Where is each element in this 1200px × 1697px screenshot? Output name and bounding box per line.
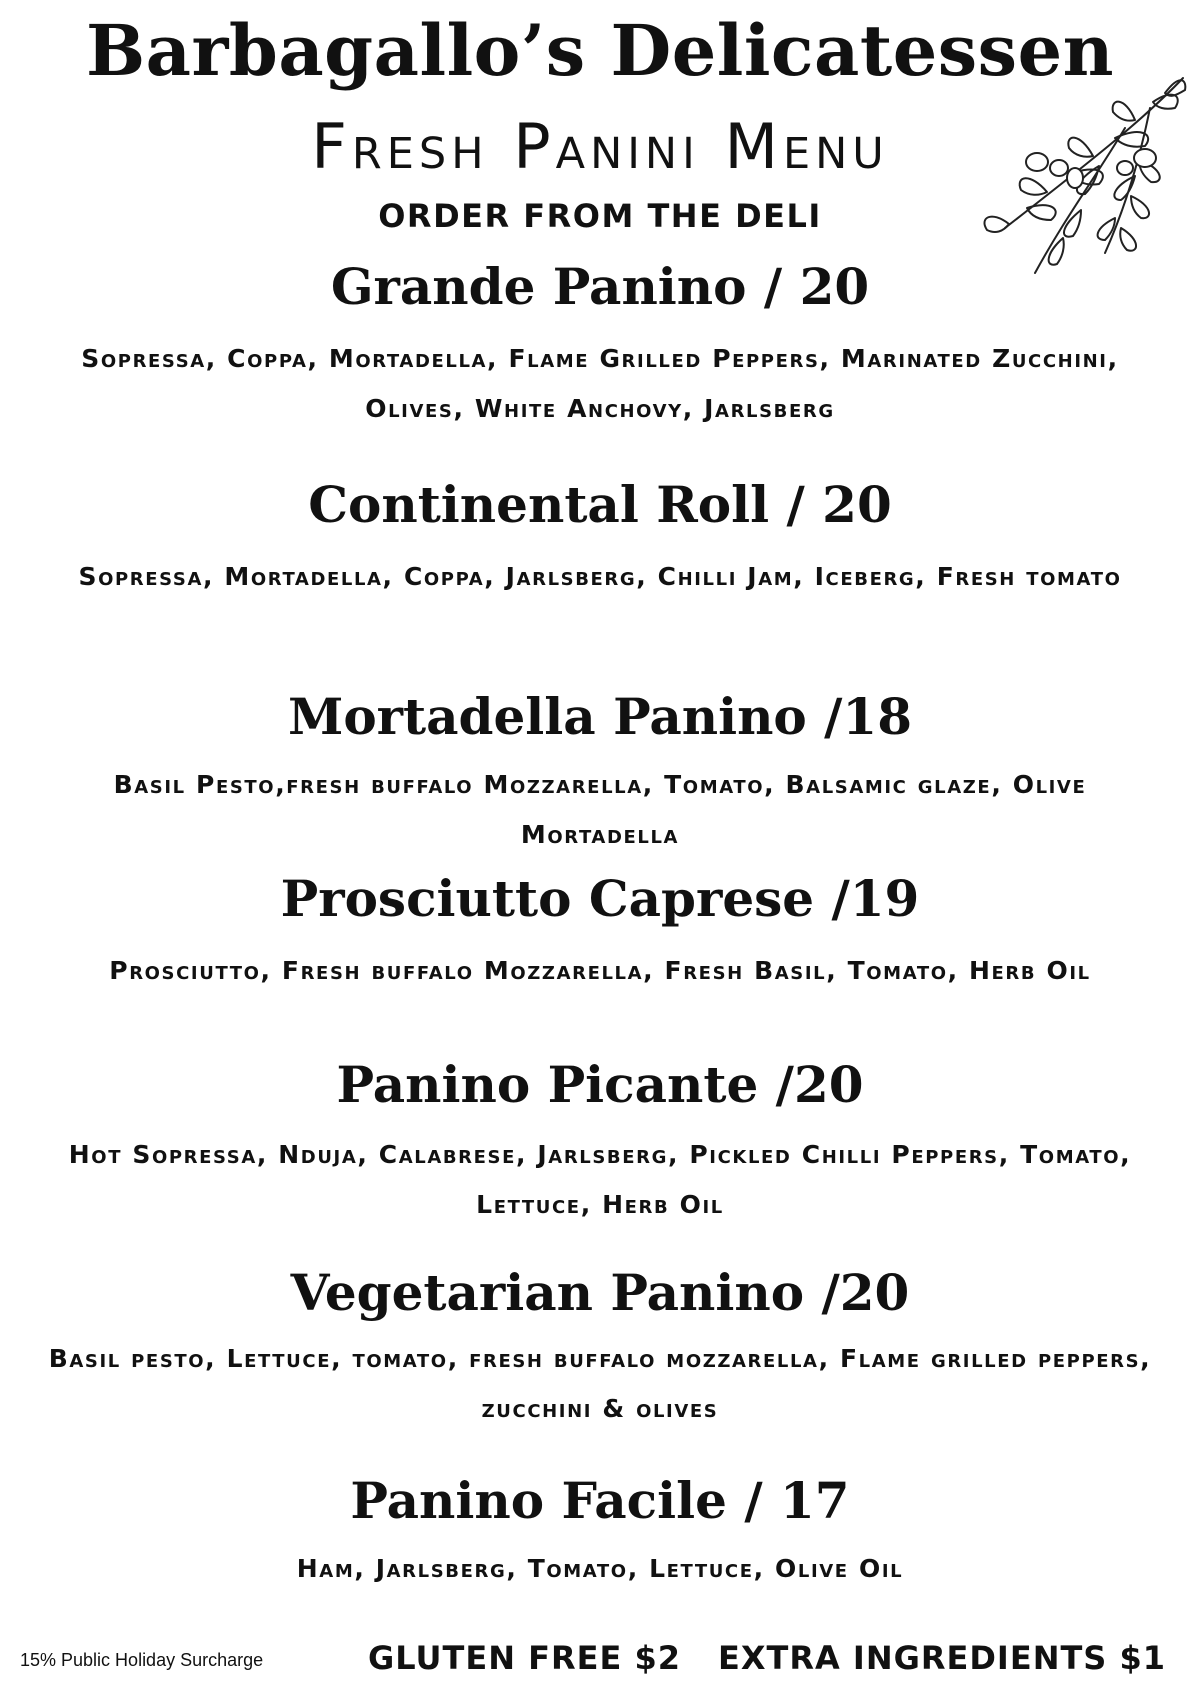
- menu-item-panino-picante: [30, 1054, 1170, 1230]
- menu-item-mortadella-panino: [30, 686, 1170, 860]
- gluten-free-price: GLUTEN FREE $2: [368, 1639, 681, 1677]
- menu-item-description: Basil Pesto,fresh buffalo Mozzarella, Tomato, Balsamic glaze, Olive Mortadella: [113, 770, 1087, 849]
- menu-item-name: Panino Facile / 17: [350, 1471, 850, 1530]
- menu-item-name: Vegetarian Panino /20: [290, 1263, 910, 1322]
- page-title: Barbagallo’s Delicatessen: [85, 9, 1115, 92]
- menu-item-panino-facile: [30, 1470, 1170, 1594]
- extra-ingredients-price: EXTRA INGREDIENTS $1: [718, 1639, 1167, 1677]
- menu-item-name: Mortadella Panino /18: [287, 687, 913, 746]
- menu-item-grande-panino: [30, 256, 1170, 434]
- menu-item-description: Hot Sopressa, Nduja, Calabrese, Jarlsberg, Pickled Chilli Peppers, Tomato, Lettuce, Herb Oil: [68, 1140, 1132, 1219]
- order-note: ORDER FROM THE DELI: [378, 197, 822, 235]
- menu-item-prosciutto-caprese: [30, 868, 1170, 996]
- menu-item-description: Basil pesto, Lettuce, tomato, fresh buffalo mozzarella, Flame grilled peppers, zucchini & olives: [48, 1344, 1152, 1423]
- menu-item-description: Sopressa, Coppa, Mortadella, Flame Grilled Peppers, Marinated Zucchini, Olives, White Anchovy, Jarlsberg: [81, 344, 1119, 423]
- menu-item-name: Prosciutto Caprese /19: [280, 869, 920, 928]
- menu-item-description: Sopressa, Mortadella, Coppa, Jarlsberg, Chilli Jam, Iceberg, Fresh tomato: [78, 562, 1122, 591]
- menu-item-name: Panino Picante /20: [336, 1055, 864, 1114]
- olive-branch-icon: [975, 68, 1190, 278]
- menu-item-description: Ham, Jarlsberg, Tomato, Lettuce, Olive Oil: [296, 1554, 904, 1583]
- menu-item-continental-roll: [30, 474, 1170, 602]
- menu-subtitle: Fresh Panini Menu: [311, 110, 889, 183]
- menu-item-name: Continental Roll / 20: [308, 475, 892, 534]
- holiday-surcharge-note: 15% Public Holiday Surcharge: [20, 1650, 264, 1670]
- menu-item-name: Grande Panino / 20: [330, 257, 870, 316]
- menu-item-vegetarian-panino: [30, 1262, 1170, 1434]
- menu-item-description: Prosciutto, Fresh buffalo Mozzarella, Fresh Basil, Tomato, Herb Oil: [109, 956, 1091, 985]
